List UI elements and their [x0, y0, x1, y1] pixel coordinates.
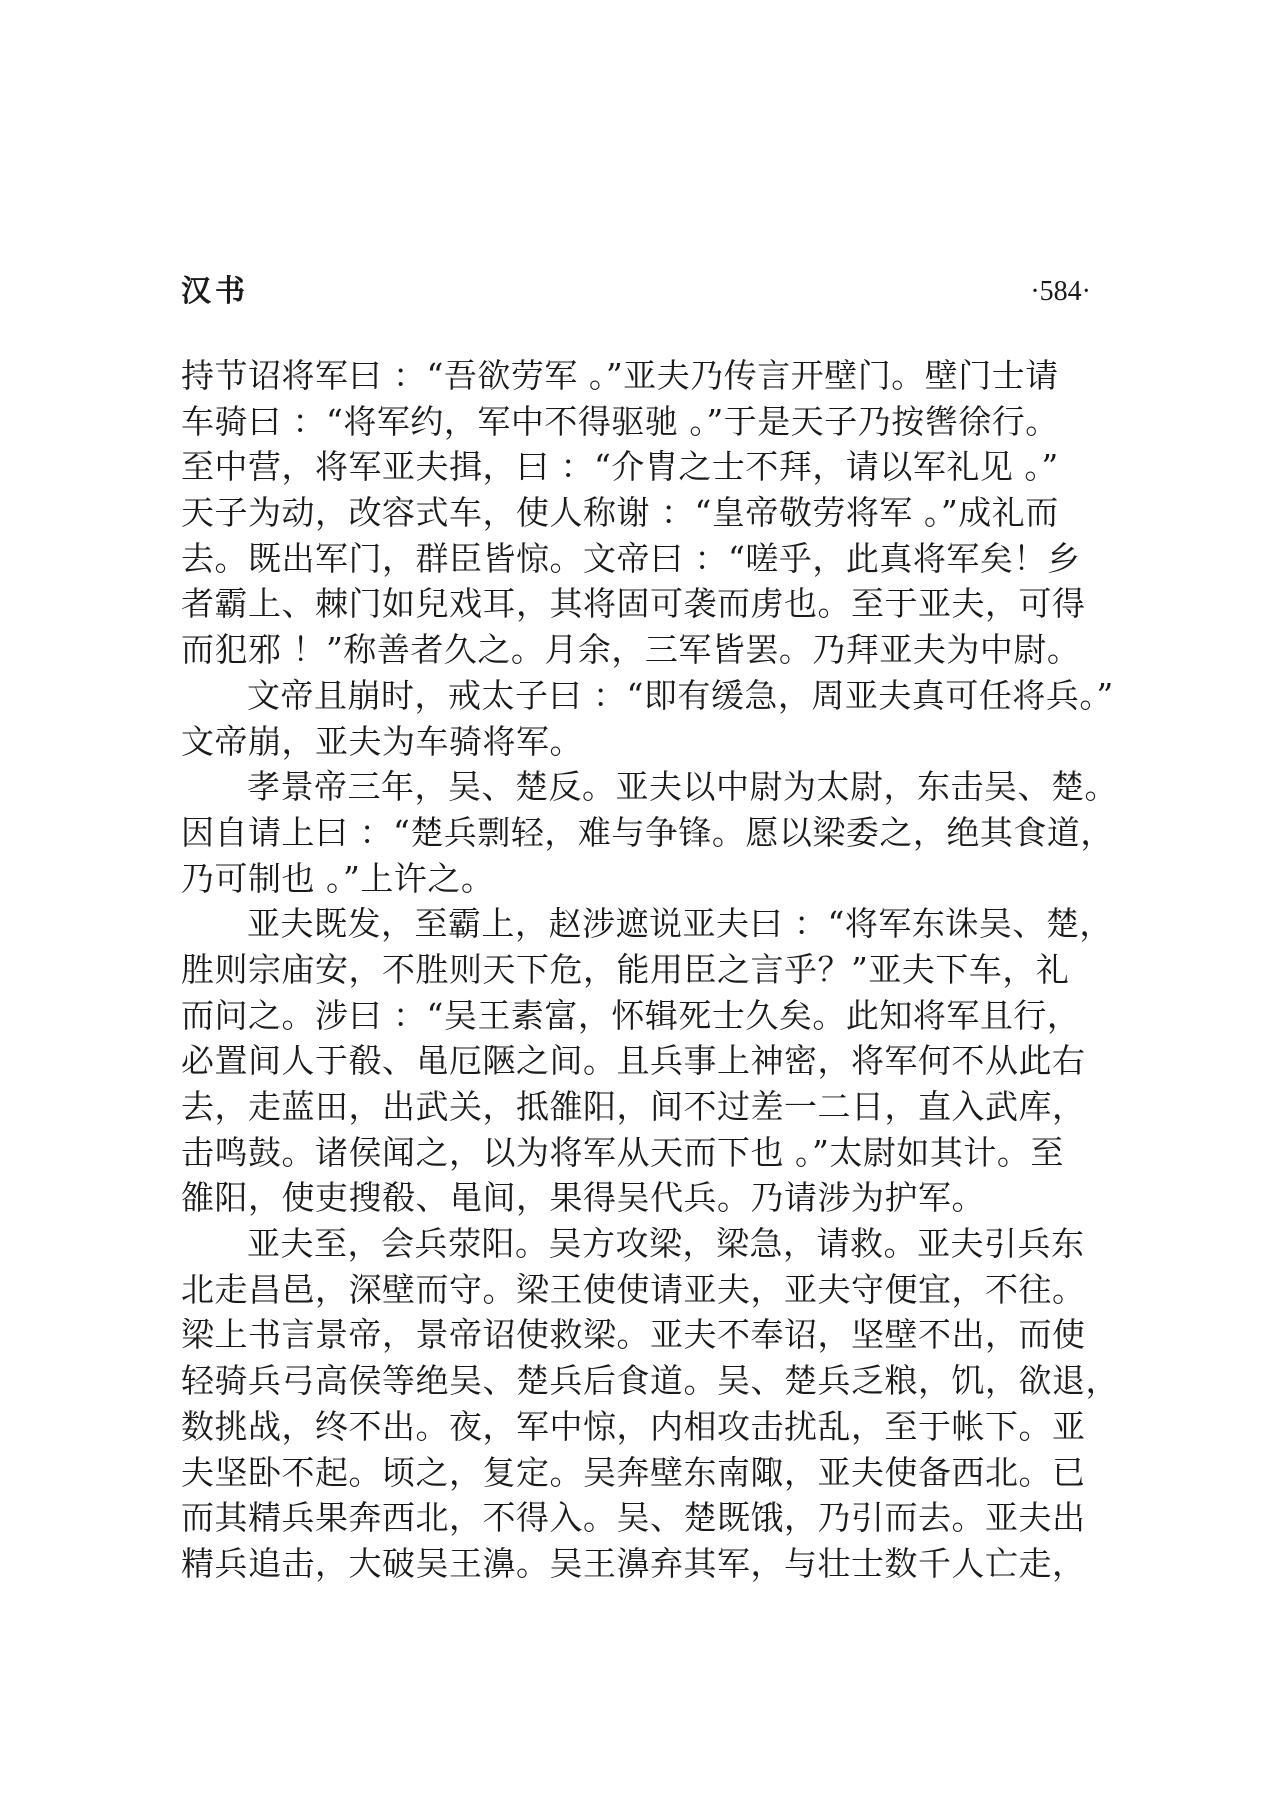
text-line: 梁上书言景帝，景帝诏使救梁。亚夫不奉诏，坚壁不出，而使: [181, 1315, 1086, 1355]
text-line: 数挑战，终不出。夜，军中惊，内相攻击扰乱，至于帐下。亚: [181, 1406, 1086, 1446]
text-line: 文帝崩，亚夫为车骑将军。: [181, 721, 583, 761]
text-line: 乃可制也 。”上许之。: [181, 858, 495, 898]
text-line: 而犯邪 ！”称善者久之。月余，三军皆罢。乃拜亚夫为中尉。: [181, 630, 1081, 670]
text-line: 持节诏将军曰 ：“吾欲劳军 。”亚夫乃传言开壁门。壁门士请: [181, 356, 1059, 395]
text-line: 轻骑兵弓高侯等绝吴、楚兵后食道。吴、楚兵乏粮，饥，欲退，: [181, 1361, 1119, 1401]
paragraph: [181, 673, 1114, 764]
paragraph: [181, 353, 1099, 673]
body-text: [181, 353, 1119, 1587]
text-line: 亚夫至，会兵荥阳。吴方攻梁，梁急，请救。亚夫引兵东: [247, 1224, 1085, 1264]
text-line: 者霸上、棘门如兒戏耳，其将固可袭而虏也。至于亚夫，可得: [181, 584, 1086, 624]
text-line: 亚夫既发，至霸上，赵涉遮说亚夫曰 ：“将军东诛吴、楚，: [247, 904, 1113, 944]
text-line: 精兵追击，大破吴王濞。吴王濞弃其军，与壮士数千人亡走，: [181, 1543, 1086, 1583]
text-line: 胜则宗庙安，不胜则天下危，能用臣之言乎？”亚夫下车，礼: [181, 949, 1070, 989]
text-line: 北走昌邑，深壁而守。梁王使使请亚夫，亚夫守便宜，不往。: [181, 1269, 1086, 1309]
paragraph: [181, 1221, 1119, 1587]
text-line: 击鸣鼓。诸侯闻之，以为将军从天而下也 。”太尉如其计。至: [181, 1132, 1064, 1172]
text-line: 雒阳，使吏搜殽、黾间，果得吴代兵。乃请涉为护军。: [181, 1178, 985, 1218]
paragraph: [181, 764, 1118, 901]
paragraph: [181, 901, 1113, 1221]
page-number: ·584·: [1030, 276, 1091, 307]
book-title: 汉书: [181, 274, 249, 309]
text-line: 孝景帝三年，吴、楚反。亚夫以中尉为太尉，东击吴、楚。: [247, 767, 1118, 807]
text-line: 去。既出军门，群臣皆惊。文帝曰 ：“嗟乎，此真将军矣！乡: [181, 538, 1081, 578]
text-line: 而问之。涉曰 ：“吴王素富，怀辑死士久矣。此知将军且行，: [181, 995, 1081, 1035]
text-line: 因自请上曰 ：“楚兵剽轻，难与争锋。愿以梁委之，绝其食道，: [181, 812, 1114, 852]
text-line: 至中营，将军亚夫揖，曰 ：“介胄之士不拜，请以军礼见 。”: [181, 447, 1059, 487]
text-line: 必置间人于殽、黾厄陿之间。且兵事上神密，将军何不从此右: [181, 1041, 1086, 1081]
text-line: 夫坚卧不起。顷之，复定。吴奔壁东南陬，亚夫使备西北。已: [181, 1452, 1086, 1492]
running-header: [181, 270, 1091, 314]
text-line: 文帝且崩时，戒太子曰 ：“即有缓急，周亚夫真可任将兵。”: [247, 675, 1114, 715]
text-line: 而其精兵果奔西北，不得入。吴、楚既饿，乃引而去。亚夫出: [181, 1498, 1086, 1538]
text-line: 天子为动，改容式车，使人称谢 ：“皇帝敬劳将军 。”成礼而: [181, 493, 1059, 533]
text-line: 车骑曰 ：“将军约，军中不得驱驰 。”于是天子乃按辔徐行。: [181, 401, 1059, 441]
text-line: 去，走蓝田，出武关，抵雒阳，间不过差一二日，直入武库，: [181, 1087, 1086, 1126]
